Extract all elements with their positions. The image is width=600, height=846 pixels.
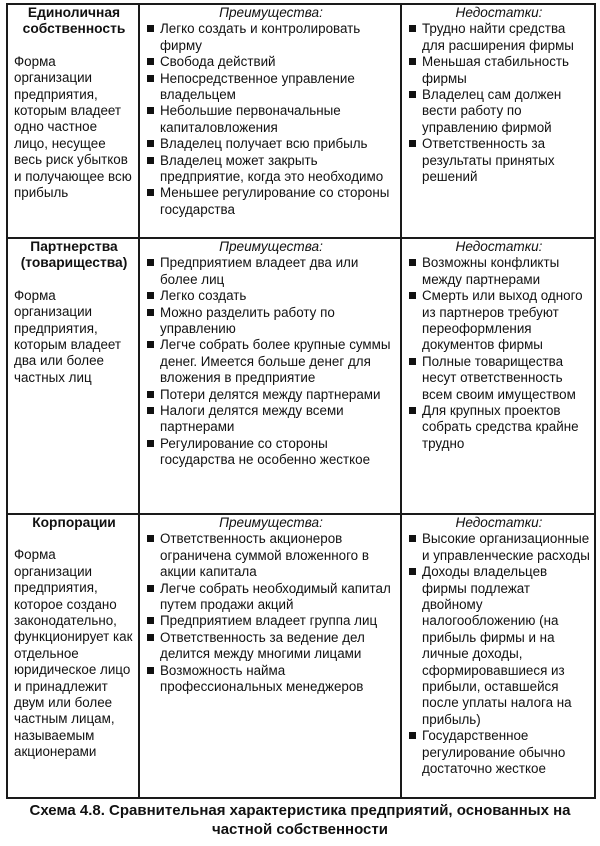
disadvantage-item: Ответственность за результаты принятых решений (408, 136, 590, 185)
advantage-item: Ответственность за ведение дел делится между многими лицами (146, 630, 396, 663)
disadvantages-cell (401, 514, 595, 798)
advantage-item: Предприятием владеет два или более лиц (146, 255, 396, 288)
advantage-item: Легче собрать более крупные суммы денег. Имеется больше денег для вложения в предприятие (146, 337, 396, 386)
advantages-cell (139, 514, 401, 798)
advantage-item: Непосредственное управление владельцем (146, 71, 396, 104)
advantage-item: Меньшее регулирование со стороны государства (146, 185, 396, 218)
advantage-item: Предприятием владеет группа лиц (146, 613, 396, 629)
table-row-corporation (7, 514, 595, 798)
disadvantage-item: Полные товарищества несут ответственность всем своим имуществом (408, 354, 590, 403)
kind-title: Единоличная собственность (22, 5, 126, 37)
disadvantage-item: Доходы владельцев фирмы подлежат двойному налогообложению (на прибыль фирмы и на личные доходы, сформировавшиеся из прибыли, оставшейся после уплаты налога на прибыль) (408, 564, 590, 728)
kind-title: Корпорации (32, 515, 116, 530)
disadvantage-item: Возможны конфликты между партнерами (408, 255, 590, 288)
kind-cell (7, 514, 139, 798)
advantage-item: Регулирование со стороны государства не особенно жесткое (146, 436, 396, 469)
advantages-header: Преимущества: (219, 239, 323, 254)
disadvantages-cell (401, 4, 595, 238)
advantage-item: Налоги делятся между всеми партнерами (146, 403, 396, 436)
kind-description: Форма организации предприятия, которым владеет одно частное лицо, несущее весь риск убытков и получающее всю прибыль (14, 53, 132, 201)
advantages-header: Преимущества: (219, 515, 323, 530)
advantage-item: Возможность найма профессиональных менеджеров (146, 663, 396, 696)
advantages-cell (139, 238, 401, 514)
advantage-item: Ответственность акционеров ограничена суммой вложенного в акции капитала (146, 531, 396, 580)
kind-title: Партнерства (товарищества) (20, 239, 128, 271)
advantages-list (146, 531, 396, 695)
disadvantage-item: Меньшая стабильность фирмы (408, 54, 590, 87)
advantage-item: Легко создать и контролировать фирму (146, 21, 396, 54)
kind-cell (7, 238, 139, 514)
disadvantage-item: Владелец сам должен вести работу по управлению фирмой (408, 87, 590, 136)
kind-description: Форма организации предприятия, которое создано законодательно, функционирует как отдельное юридическое лицо и принадлежит двум или более частным лицам, называемым акционерами (14, 547, 133, 760)
kind-cell (7, 4, 139, 238)
disadvantages-header: Недостатки: (455, 515, 543, 530)
advantage-item: Легко создать (146, 288, 396, 304)
advantage-item: Можно разделить работу по управлению (146, 305, 396, 338)
disadvantage-item: Трудно найти средства для расширения фирмы (408, 21, 590, 54)
table-row-sole-proprietorship (7, 4, 595, 238)
advantage-item: Владелец получает всю прибыль (146, 136, 396, 152)
disadvantages-header: Недостатки: (455, 239, 543, 254)
table-row-partnership (7, 238, 595, 514)
disadvantage-item: Государственное регулирование обычно достаточно жесткое (408, 728, 590, 777)
disadvantage-item: Для крупных проектов собрать средства крайне трудно (408, 403, 590, 452)
comparison-table (6, 3, 596, 799)
advantages-list (146, 255, 396, 468)
kind-description: Форма организации предприятия, которым владеет два или более частных лиц (14, 287, 122, 385)
disadvantages-header: Недостатки: (455, 5, 543, 20)
advantages-list (146, 21, 396, 218)
advantages-header: Преимущества: (219, 5, 323, 20)
disadvantages-cell (401, 238, 595, 514)
disadvantage-item: Высокие организационные и управленческие расходы (408, 531, 590, 564)
advantage-item: Небольшие первоначальные капиталовложения (146, 103, 396, 136)
advantages-cell (139, 4, 401, 238)
advantage-item: Потери делятся между партнерами (146, 387, 396, 403)
advantage-item: Свобода действий (146, 54, 396, 70)
figure-caption: Схема 4.8. Сравнительная характеристика предприятий, основанных на частной собственности (29, 802, 571, 838)
disadvantage-item: Смерть или выход одного из партнеров требуют переоформления документов фирмы (408, 288, 590, 354)
advantage-item: Легче собрать необходимый капитал путем продажи акций (146, 581, 396, 614)
disadvantages-list (408, 21, 590, 185)
advantage-item: Владелец может закрыть предприятие, когда это необходимо (146, 153, 396, 186)
disadvantages-list (408, 531, 590, 777)
disadvantages-list (408, 255, 590, 452)
